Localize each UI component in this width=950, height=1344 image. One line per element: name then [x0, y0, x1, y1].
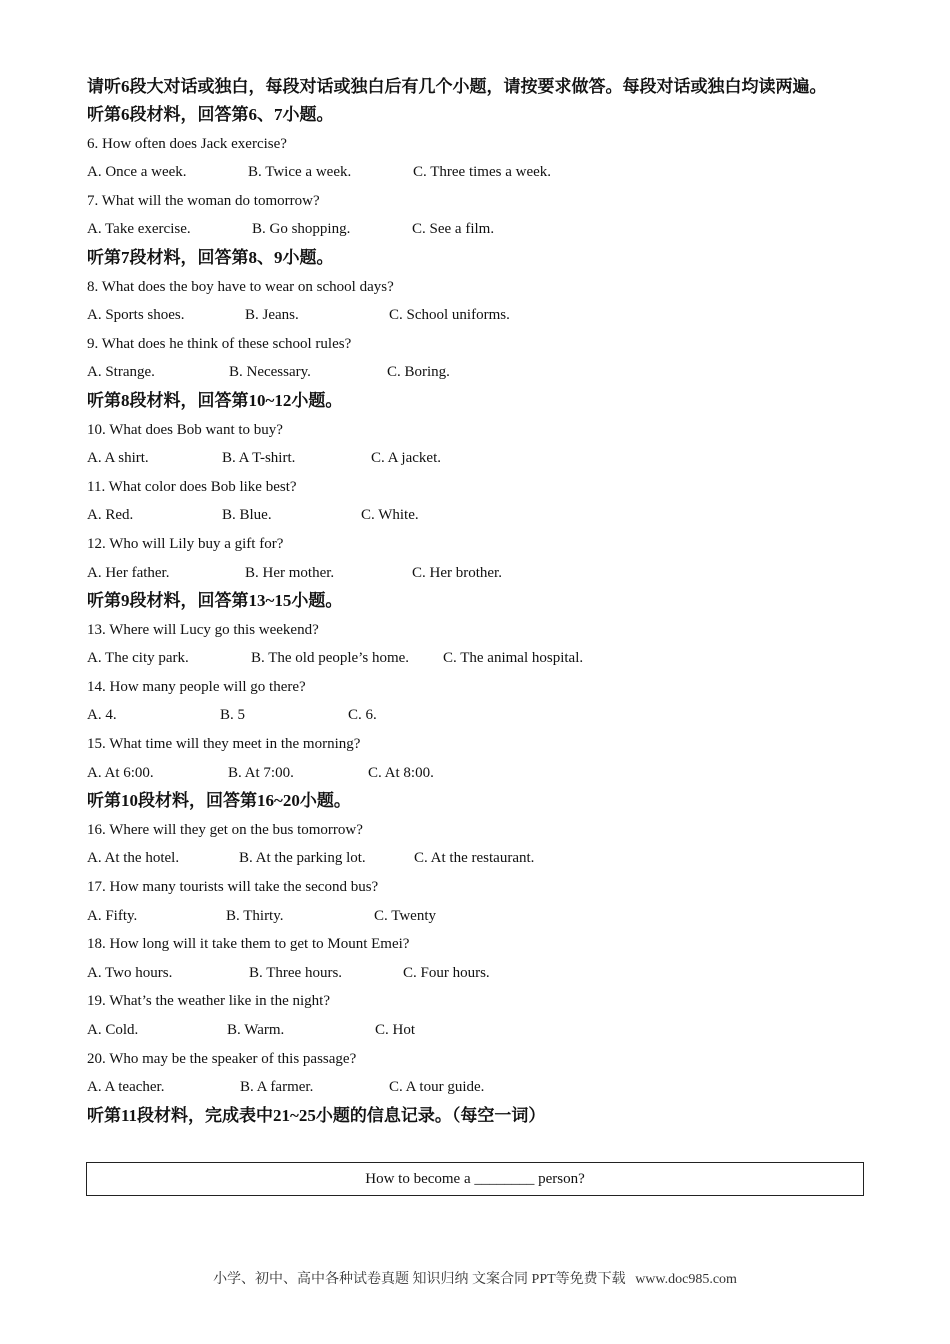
- option-a: A. Red.: [87, 507, 134, 524]
- option-c: C. 6.: [348, 707, 377, 724]
- options-18: [87, 959, 867, 988]
- options-9: [87, 358, 867, 387]
- option-a: A. Cold.: [87, 1022, 139, 1038]
- option-b: B. The old people’s home.: [251, 650, 410, 667]
- options-14: [87, 701, 867, 730]
- question-9: 9. What does he think of these school rules?: [87, 335, 352, 352]
- option-a: A. At 6:00.: [87, 764, 154, 781]
- option-a: A. Strange.: [87, 364, 155, 381]
- option-b: B. Necessary.: [229, 364, 311, 381]
- option-a: A. 4.: [87, 707, 117, 724]
- option-b: B. Her mother.: [245, 564, 335, 581]
- option-c: C. Twenty: [374, 907, 437, 924]
- option-b: B. Three hours.: [249, 964, 343, 981]
- option-a: A. A teacher.: [87, 1079, 165, 1096]
- option-a: A. Two hours.: [87, 964, 173, 981]
- options-15: [87, 759, 867, 788]
- option-c: C. The animal hospital.: [443, 650, 584, 667]
- option-a: A. The city park.: [87, 650, 189, 667]
- option-a: A. Her father.: [87, 564, 170, 581]
- options-12: [87, 559, 867, 588]
- question-8: 8. What does the boy have to wear on school days?: [87, 278, 394, 295]
- exam-page: [87, 72, 867, 1130]
- options-17: [87, 902, 867, 931]
- option-b: B. Jeans.: [245, 307, 299, 324]
- question-17: 17. How many tourists will take the second bus?: [87, 879, 379, 896]
- option-c: C. See a film.: [412, 221, 495, 238]
- question-19: 19. What’s the weather like in the night?: [87, 993, 330, 1010]
- option-b: B. A T-shirt.: [222, 450, 296, 467]
- options-13: [87, 644, 867, 673]
- options-11: [87, 501, 867, 530]
- option-c: C. At the restaurant.: [414, 850, 535, 867]
- option-c: C. White.: [361, 507, 419, 524]
- option-c: C. Hot: [375, 1022, 416, 1038]
- question-12: 12. Who will Lily buy a gift for?: [87, 535, 284, 552]
- option-c: C. Four hours.: [403, 964, 490, 981]
- option-b: B. Blue.: [222, 507, 272, 524]
- info-table-header: How to become a ________ person?: [86, 1162, 864, 1196]
- option-a: A. Fifty.: [87, 907, 138, 924]
- options-20: [87, 1073, 867, 1102]
- question-7: 7. What will the woman do tomorrow?: [87, 192, 320, 209]
- options-6: [87, 158, 867, 187]
- option-c: C. At 8:00.: [368, 764, 434, 781]
- option-b: B. A farmer.: [240, 1079, 314, 1096]
- option-b: B. Go shopping.: [252, 221, 351, 238]
- option-c: C. Boring.: [387, 364, 450, 381]
- question-14: 14. How many people will go there?: [87, 678, 306, 695]
- option-c: C. School uniforms.: [389, 307, 510, 324]
- section-heading: 听第7段材料，回答第8、9小题。: [87, 247, 334, 267]
- question-20: 20. Who may be the speaker of this passage?: [87, 1050, 357, 1067]
- page-footer: [0, 1268, 950, 1288]
- option-c: C. A tour guide.: [389, 1079, 485, 1096]
- question-16: 16. Where will they get on the bus tomorrow?: [87, 821, 363, 838]
- question-11: 11. What color does Bob like best?: [87, 478, 297, 495]
- option-a: A. At the hotel.: [87, 850, 180, 867]
- option-a: A. Once a week.: [87, 164, 187, 181]
- options-10: [87, 444, 867, 473]
- option-b: B. Twice a week.: [248, 164, 352, 181]
- footer-site: www.doc985.com: [635, 1272, 737, 1287]
- options-16: [87, 844, 867, 873]
- option-b: B. Warm.: [227, 1022, 285, 1038]
- instructions: 请听6段大对话或独白，每段对话或独白后有几个小题，请按要求做答。每段对话或独白均读两遍。: [87, 77, 827, 96]
- question-15: 15. What time will they meet in the morning?: [87, 736, 361, 753]
- option-a: A. A shirt.: [87, 450, 149, 467]
- question-6: 6. How often does Jack exercise?: [87, 135, 287, 152]
- option-a: A. Take exercise.: [87, 221, 191, 238]
- section-heading: 听第10段材料，回答第16~20小题。: [87, 791, 351, 811]
- option-c: C. Her brother.: [412, 564, 502, 581]
- footer-text: 小学、初中、高中各种试卷真题 知识归纳 文案合同 PPT等免费下载: [213, 1272, 626, 1287]
- option-b: B. At 7:00.: [228, 764, 294, 781]
- option-b: B. Thirty.: [226, 907, 284, 924]
- option-b: B. 5: [220, 707, 246, 724]
- option-c: C. Three times a week.: [413, 164, 552, 181]
- section-heading: 听第6段材料，回答第6、7小题。: [87, 105, 334, 124]
- question-13: 13. Where will Lucy go this weekend?: [87, 621, 319, 638]
- section-heading: 听第8段材料，回答第10~12小题。: [87, 390, 343, 410]
- options-19: [87, 1016, 867, 1045]
- question-10: 10. What does Bob want to buy?: [87, 421, 283, 438]
- option-c: C. A jacket.: [371, 450, 441, 467]
- section-heading: 听第9段材料，回答第13~15小题。: [87, 591, 343, 611]
- section-heading: 听第11段材料，完成表中21~25小题的信息记录。（每空一词）: [87, 1105, 546, 1125]
- option-a: A. Sports shoes.: [87, 307, 185, 324]
- options-7: [87, 215, 867, 244]
- option-b: B. At the parking lot.: [239, 850, 366, 867]
- options-8: [87, 301, 867, 330]
- question-18: 18. How long will it take them to get to Mount Emei?: [87, 936, 410, 953]
